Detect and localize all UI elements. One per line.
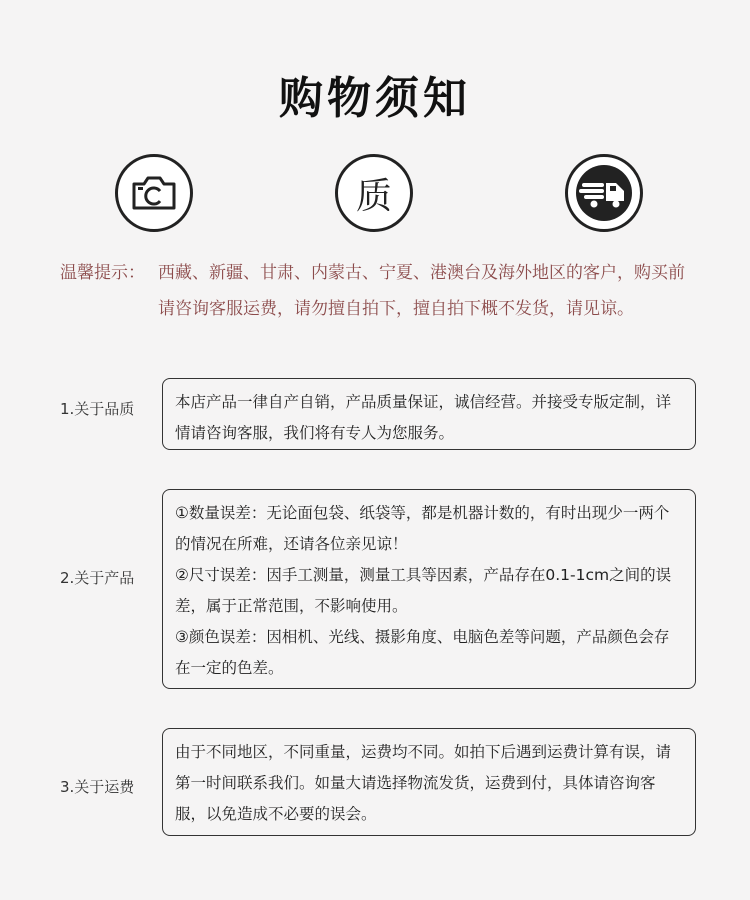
notice-label: 温馨提示： bbox=[60, 263, 145, 283]
quality-icon bbox=[335, 154, 413, 232]
section-box-shipping bbox=[162, 728, 696, 836]
notice bbox=[60, 255, 700, 327]
quality-glyph: 质 bbox=[355, 175, 392, 217]
section-label-quality: 1.关于品质 bbox=[60, 400, 135, 418]
section-box-product bbox=[162, 489, 696, 689]
section-paragraph: ③颜色误差：因相机、光线、摄影角度、电脑色差等问题，产品颜色会存在一定的色差。 bbox=[175, 628, 670, 677]
truck-icon bbox=[565, 154, 643, 232]
section-box-quality bbox=[162, 378, 696, 450]
notice-text: 西藏、新疆、甘肃、内蒙古、宁夏、港澳台及海外地区的客户，购买前请咨询客服运费，请勿擅自拍下，擅自拍下概不发货，请见谅。 bbox=[158, 263, 685, 319]
section-label-shipping: 3.关于运费 bbox=[60, 778, 135, 796]
section-label-product: 2.关于产品 bbox=[60, 569, 135, 587]
section-paragraph: ①数量误差：无论面包袋、纸袋等，都是机器计数的，有时出现少一两个的情况在所难，还请各位亲见谅！ bbox=[175, 504, 670, 553]
camera-glyph bbox=[130, 174, 178, 212]
truck-glyph bbox=[574, 163, 634, 223]
page-title: 购物须知 bbox=[279, 73, 471, 124]
section-paragraph: 由于不同地区，不同重量，运费均不同。如拍下后遇到运费计算有误，请第一时间联系我们。如量大请选择物流发货，运费到付，具体请咨询客服，以免造成不必要的误会。 bbox=[175, 743, 672, 823]
section-paragraph: ②尺寸误差：因手工测量，测量工具等因素，产品存在0.1-1cm之间的误差，属于正常范围，不影响使用。 bbox=[175, 566, 672, 615]
camera-icon bbox=[115, 154, 193, 232]
section-paragraph: 本店产品一律自产自销，产品质量保证，诚信经营。并接受专版定制，详情请咨询客服，我们将有专人为您服务。 bbox=[175, 393, 672, 442]
